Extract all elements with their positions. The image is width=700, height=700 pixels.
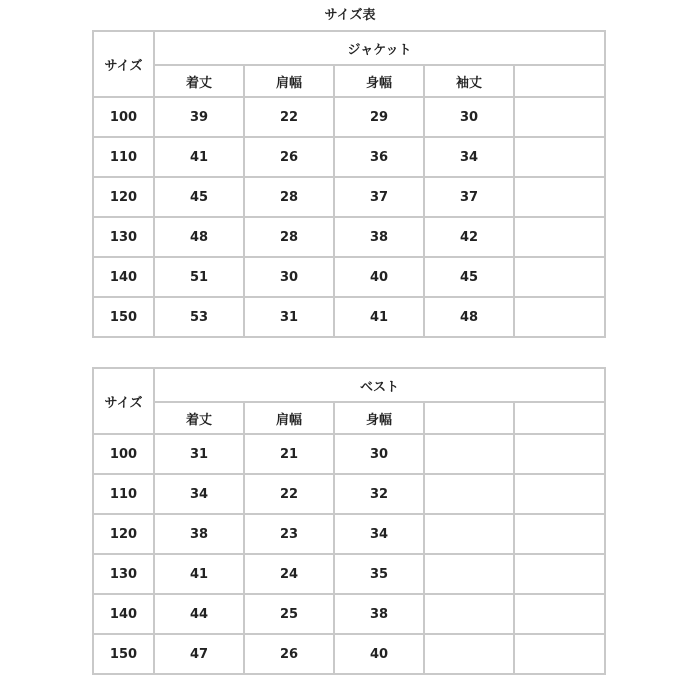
size-cell: 110 [93,137,154,177]
measurement-cell [514,634,605,674]
table-row [93,217,605,257]
measurement-cell [514,257,605,297]
size-cell: 150 [93,297,154,337]
table-row [93,137,605,177]
measurement-cell [424,434,514,474]
measurement-cell: 51 [154,257,244,297]
measurement-cell: 21 [244,434,334,474]
measurement-cell: 41 [334,297,424,337]
measurement-cell: 48 [154,217,244,257]
measurement-cell: 53 [154,297,244,337]
measurement-cell: 40 [334,634,424,674]
measurement-cell [514,474,605,514]
measurement-column-header: 着丈 [154,65,244,97]
measurement-cell [424,594,514,634]
measurement-cell [514,434,605,474]
size-cell: 140 [93,594,154,634]
table-row [93,434,605,474]
table-row [93,594,605,634]
page-title: サイズ表 [324,8,376,23]
measurement-cell: 38 [334,217,424,257]
measurement-cell: 45 [154,177,244,217]
measurement-cell: 31 [244,297,334,337]
measurement-cell: 34 [334,514,424,554]
measurement-column-header: 肩幅 [244,402,334,434]
measurement-cell: 32 [334,474,424,514]
table-row [93,177,605,217]
table-row [93,554,605,594]
measurement-column-header: 身幅 [334,402,424,434]
measurement-cell: 31 [154,434,244,474]
measurement-cell: 38 [154,514,244,554]
size-cell: 130 [93,554,154,594]
measurement-cell: 28 [244,177,334,217]
measurement-cell: 23 [244,514,334,554]
size-column-header: サイズ [93,368,154,434]
measurement-cell: 29 [334,97,424,137]
measurement-cell [424,634,514,674]
size-cell: 120 [93,177,154,217]
measurement-column-header: 身幅 [334,65,424,97]
table-row [93,514,605,554]
measurement-cell: 41 [154,554,244,594]
size-cell: 140 [93,257,154,297]
measurement-column-header: 着丈 [154,402,244,434]
measurement-cell [514,297,605,337]
jacket-size-table [92,30,606,338]
measurement-cell [424,474,514,514]
size-cell: 110 [93,474,154,514]
garment-group-header: ジャケット [154,31,605,65]
measurement-cell [514,217,605,257]
measurement-cell [424,514,514,554]
measurement-cell: 38 [334,594,424,634]
size-cell: 150 [93,634,154,674]
measurement-cell: 41 [154,137,244,177]
header-row [93,368,605,402]
measurement-cell [514,137,605,177]
measurement-cell: 47 [154,634,244,674]
measurement-cell: 40 [334,257,424,297]
measurement-column-header [514,402,605,434]
measurement-column-header [514,65,605,97]
garment-group-header: ベスト [154,368,605,402]
table-row [93,474,605,514]
header-row [93,31,605,65]
measurement-column-header: 袖丈 [424,65,514,97]
size-cell: 130 [93,217,154,257]
measurement-cell: 30 [424,97,514,137]
measurement-header-row [93,402,605,434]
measurement-cell [514,594,605,634]
measurement-cell: 37 [334,177,424,217]
measurement-cell: 26 [244,634,334,674]
table-row [93,97,605,137]
measurement-cell: 44 [154,594,244,634]
measurement-cell: 39 [154,97,244,137]
measurement-cell: 28 [244,217,334,257]
vest-size-table [92,367,606,675]
size-column-header: サイズ [93,31,154,97]
measurement-cell: 26 [244,137,334,177]
measurement-cell: 24 [244,554,334,594]
measurement-cell: 34 [424,137,514,177]
measurement-cell: 35 [334,554,424,594]
measurement-cell: 30 [334,434,424,474]
table-row [93,634,605,674]
measurement-cell: 34 [154,474,244,514]
measurement-cell [514,514,605,554]
measurement-header-row [93,65,605,97]
size-cell: 100 [93,434,154,474]
measurement-cell: 37 [424,177,514,217]
measurement-column-header: 肩幅 [244,65,334,97]
measurement-cell: 22 [244,97,334,137]
measurement-cell: 36 [334,137,424,177]
measurement-cell: 25 [244,594,334,634]
measurement-column-header [424,402,514,434]
measurement-cell [514,554,605,594]
measurement-cell: 42 [424,217,514,257]
measurement-cell: 30 [244,257,334,297]
measurement-cell [514,97,605,137]
measurement-cell: 48 [424,297,514,337]
size-cell: 120 [93,514,154,554]
measurement-cell [424,554,514,594]
measurement-cell: 22 [244,474,334,514]
table-row [93,297,605,337]
measurement-cell: 45 [424,257,514,297]
measurement-cell [514,177,605,217]
size-cell: 100 [93,97,154,137]
table-row [93,257,605,297]
